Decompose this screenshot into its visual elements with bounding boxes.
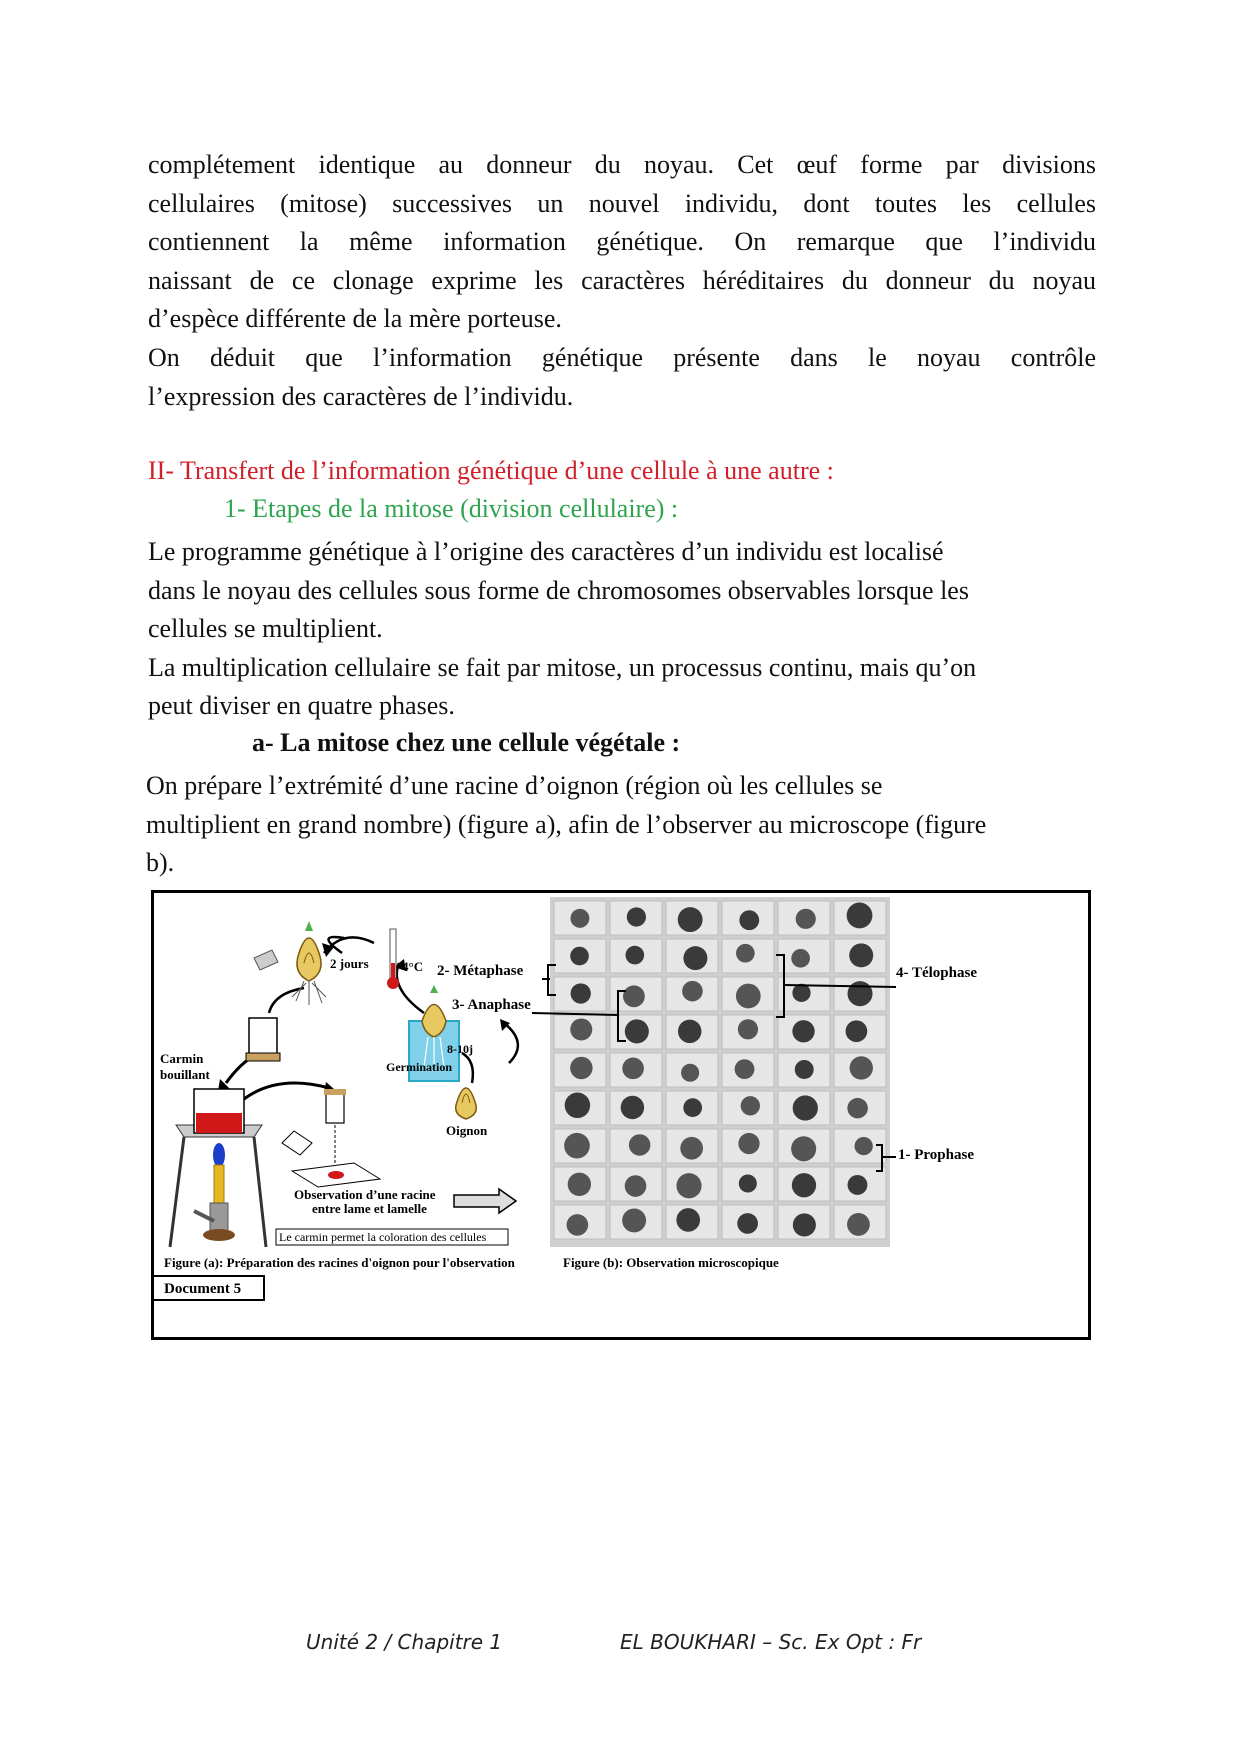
cell-nucleus [793, 1213, 816, 1236]
cell-nucleus [623, 985, 645, 1007]
cell-nucleus [847, 1213, 870, 1236]
cell-nucleus [796, 909, 816, 929]
cell-nucleus [736, 944, 755, 963]
cell-nucleus [568, 1173, 591, 1196]
razor-blade-icon [254, 950, 278, 970]
cell-nucleus [676, 1208, 700, 1232]
onion-bulb-icon [292, 921, 326, 1005]
cell-nucleus [738, 1019, 758, 1039]
cell-nucleus [739, 910, 759, 930]
cell-nucleus [683, 1098, 702, 1117]
text-line: La multiplication cellulaire se fait par mitose, un processus continu, mais qu’on [148, 652, 977, 682]
cell-nucleus [736, 984, 761, 1009]
document-label: Document 5 [164, 1281, 242, 1297]
label-observation: Observation d’une racine [294, 1187, 436, 1202]
cell-nucleus [741, 1096, 760, 1115]
text-line: cellules se multiplient. [148, 614, 383, 644]
cell-nucleus [622, 1058, 644, 1080]
arrow-head [500, 1019, 510, 1031]
cell-nucleus [681, 1064, 699, 1082]
text-line: Le programme génétique à l’origine des caractères d’un individu est localisé [148, 537, 944, 566]
label-telophase: 4- Télophase [896, 965, 977, 981]
label-bouillant: bouillant [160, 1067, 210, 1082]
label-carmin-note: Le carmin permet la coloration des cellules [279, 1230, 487, 1244]
section-body [148, 533, 1096, 726]
cell-nucleus [570, 947, 589, 966]
cell-nucleus [791, 1136, 816, 1161]
text-line: contiennent la même information génétique. On remarque que l’individu [148, 227, 1096, 257]
label-carmin: Carmin [160, 1051, 204, 1066]
cycle-arrow [504, 1023, 518, 1063]
label-lame: entre lame et lamelle [312, 1201, 427, 1216]
cell-nucleus [847, 981, 872, 1006]
label-oignon: Oignon [446, 1123, 488, 1138]
subsection-title: a- La mitose chez une cellule végétale : [252, 728, 681, 757]
label-prophase: 1- Prophase [898, 1147, 974, 1163]
cell-nucleus [629, 1134, 651, 1156]
cycle-arrow [269, 988, 304, 1013]
tube-icon [246, 1018, 280, 1061]
label-metaphase: 2- Métaphase [437, 963, 524, 979]
cycle-arrow [462, 1053, 473, 1083]
footer-right: EL BOUKHARI – Sc. Ex Opt : Fr [620, 1630, 922, 1654]
text-line: d’espèce différente de la mère porteuse. [148, 304, 562, 334]
label-temp: 4°C [402, 959, 424, 974]
text-line: cellulaires (mitose) successives un nouvel individu, dont toutes les cellules [148, 188, 1096, 218]
cell-nucleus [678, 1020, 701, 1043]
label-two-days: 2 jours [330, 956, 369, 971]
cell-nucleus [795, 1060, 814, 1079]
cell-nucleus [848, 1175, 868, 1195]
cycle-arrow [239, 1083, 329, 1103]
section-subtitle: 1- Etapes de la mitose (division cellulaire) : [224, 494, 679, 523]
cell-nucleus [570, 1018, 592, 1040]
document-figure [151, 890, 1091, 1340]
cell-nucleus [735, 1059, 755, 1079]
cell-nucleus [793, 1095, 818, 1120]
cell-nucleus [849, 943, 873, 967]
cell-nucleus [565, 1093, 591, 1119]
text-line: b). [146, 848, 175, 878]
text-line: On prépare l’extrémité d’une racine d’oignon (région où les cellules se [146, 771, 883, 800]
cell-nucleus [564, 1133, 590, 1159]
cell-nucleus [792, 1173, 816, 1197]
caption-figure-b: Figure (b): Observation microscopique [563, 1255, 779, 1270]
label-days: 8-10j [447, 1042, 473, 1056]
caption-figure-a: Figure (a): Préparation des racines d'oignon pour l'observation [164, 1255, 515, 1270]
text-line: naissant de ce clonage exprime les caractères héréditaires du donneur du noyau [148, 265, 1096, 295]
figure-canvas [154, 893, 1088, 1337]
cell-nucleus [571, 983, 591, 1003]
onion-icon [456, 1088, 477, 1119]
label-anaphase: 3- Anaphase [452, 997, 531, 1013]
bunsen-burner-icon [170, 1089, 266, 1247]
text-line: On déduit que l’information génétique présente dans le noyau contrôle [148, 342, 1096, 372]
text-line: peut diviser en quatre phases. [148, 691, 455, 721]
cell-nucleus [855, 1137, 873, 1155]
text-line: l’expression des caractères de l’individu. [148, 381, 574, 411]
cell-nucleus [850, 1056, 873, 1079]
slide-icon [282, 1125, 380, 1187]
dropper-icon [324, 1089, 346, 1123]
cell-nucleus [792, 1020, 814, 1042]
text-line: dans le noyau des cellules sous forme de chromosomes observables lorsque les [148, 575, 969, 605]
cell-nucleus [678, 907, 703, 932]
cell-nucleus [846, 1020, 868, 1042]
cell-nucleus [627, 907, 646, 926]
cell-nucleus [791, 949, 810, 968]
cell-nucleus [792, 984, 810, 1002]
cell-nucleus [738, 1133, 759, 1154]
cell-nucleus [567, 1214, 589, 1236]
footer-left: Unité 2 / Chapitre 1 [306, 1630, 503, 1654]
cell-nucleus [621, 1096, 644, 1119]
cell-nucleus [570, 909, 589, 928]
section-title: II- Transfert de l’information génétique d’une cellule à une autre : [148, 456, 834, 485]
cell-nucleus [676, 1173, 701, 1198]
cell-nucleus [680, 1137, 703, 1160]
cell-nucleus [847, 903, 873, 929]
cell-nucleus [682, 981, 703, 1002]
cell-nucleus [570, 1057, 592, 1079]
cycle-arrow [324, 937, 374, 953]
intro-paragraph [148, 146, 1096, 416]
cell-nucleus [737, 1213, 758, 1234]
cell-nucleus [625, 1019, 649, 1043]
subsection-body [146, 767, 1094, 883]
big-arrow-icon [454, 1189, 516, 1213]
label-germination: Germination [386, 1060, 452, 1074]
figure-b [437, 897, 977, 1247]
text-line: multiplient en grand nombre) (figure a), afin de l’observer au microscope (figure [146, 809, 987, 839]
cell-nucleus [683, 946, 707, 970]
cell-nucleus [847, 1098, 868, 1119]
cell-nucleus [739, 1174, 757, 1192]
cell-nucleus [625, 1175, 647, 1197]
cell-nucleus [622, 1208, 646, 1232]
cell-nucleus [625, 946, 644, 965]
thermometer-icon [387, 929, 399, 989]
text-line: complétement identique au donneur du noyau. Cet œuf forme par divisions [148, 150, 1096, 179]
